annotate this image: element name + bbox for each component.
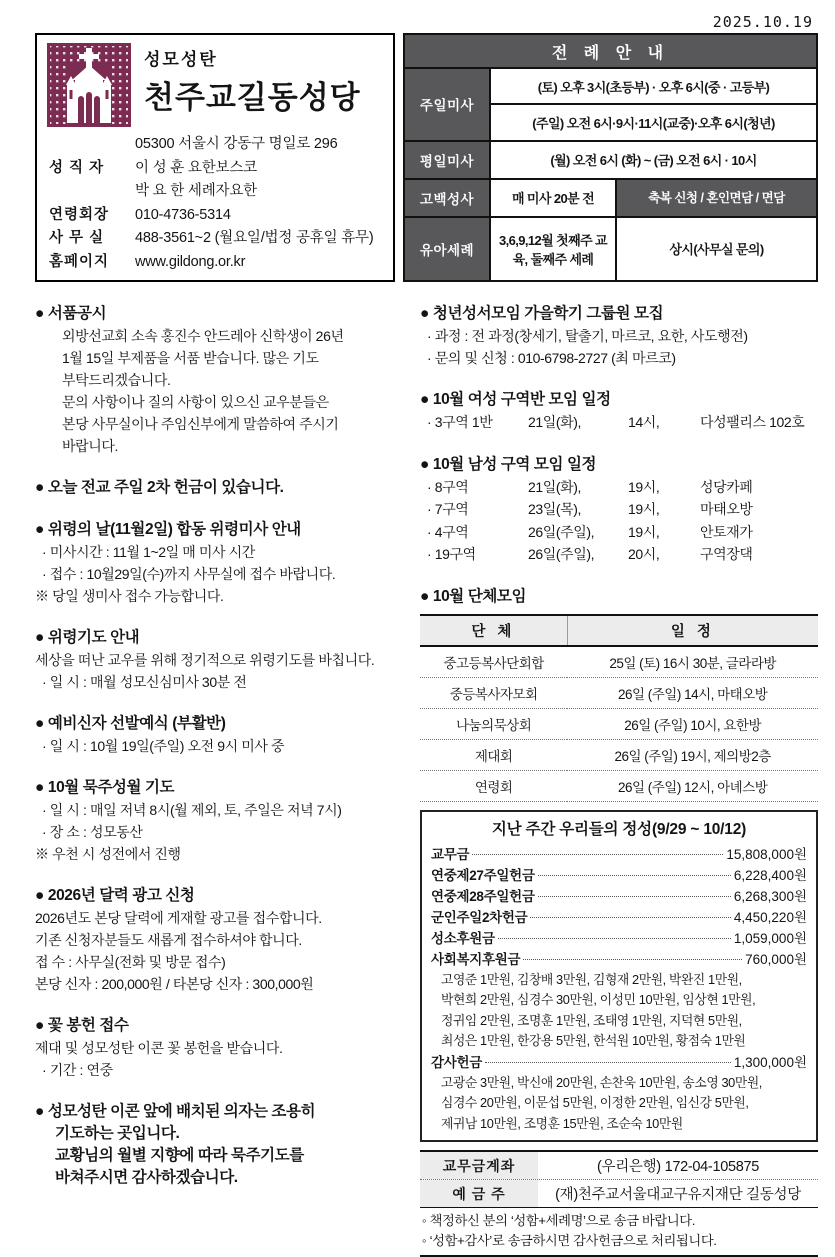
contact-value: www.gildong.or.kr [135, 253, 246, 270]
donation-amount: 1,300,000원 [733, 1054, 807, 1070]
donation-label: 사회복지후원금 [431, 951, 521, 967]
announcement-line: 바쳐주시면 감사하겠습니다. [55, 1169, 238, 1186]
announcement-line: · 일 시 : 매일 저녁 8시(월 제외, 토, 주일은 저녁 7시) [42, 802, 342, 818]
right-column [420, 303, 818, 1257]
header [0, 33, 835, 282]
men-meeting-title: ● 10월 남성 구역 모임 일정 [420, 455, 597, 473]
group-table-row [420, 739, 818, 770]
dotted-leader [498, 938, 731, 939]
donation-line [431, 1011, 807, 1032]
contact-value: 박 요 한 세례자요한 [135, 183, 257, 199]
weekday-mass-value: (월) 오전 6시 (화) ~ (금) 오전 6시 · 10시 [490, 141, 817, 179]
contact-value: 이 성 훈 요한보스코 [135, 159, 257, 176]
district-name: · 8구역 [427, 478, 469, 495]
donation-amount: 760,000원 [745, 951, 807, 967]
donation-amount: 6,228,400원 [733, 867, 807, 883]
group-schedule: 26일 (주일) 10시, 요한방 [567, 708, 818, 739]
church-subtitle: 성모성탄 [144, 50, 218, 69]
confession-label: 고백성사 [404, 179, 490, 217]
group-table-row [420, 646, 818, 678]
donation-label: 감사헌금 [431, 1054, 482, 1070]
group-name: 중고등복사단회합 [420, 646, 567, 678]
announcement-line: 1월 15일 부제품을 서품 받습니다. 많은 기도 [62, 350, 319, 366]
donor-names: 심경수 20만원, 이문섭 5만원, 이정한 2만원, 임신강 5만원, [441, 1095, 749, 1110]
announcement-line: · 기간 : 연중 [42, 1062, 113, 1078]
announcement-line: ● 예비신자 선발예식 (부활반) [35, 715, 226, 732]
note-line: ◦ 책정하신 분의 ‘성함+세례명’으로 송금 바랍니다. [422, 1213, 696, 1228]
account-number: (우리은행) 172-04-105875 [596, 1159, 760, 1175]
announcement-line: ● 꽃 봉헌 접수 [35, 1017, 129, 1034]
group-schedule: 26일 (주일) 19시, 제의방2층 [567, 739, 818, 770]
contact-label: 사 무 실 [49, 230, 105, 246]
meeting-place: 다성팰리스 102호 [700, 414, 805, 430]
donation-label: 교무금 [431, 846, 470, 862]
donation-line [431, 844, 807, 865]
group-col-header: 단 체 [420, 615, 567, 646]
women-meeting-rows [420, 411, 818, 434]
group-table-row [420, 770, 818, 801]
donation-line [431, 990, 807, 1011]
donation-amount: 1,059,000원 [733, 930, 807, 946]
contact-label: 홈페이지 [49, 253, 110, 270]
account-row [420, 1179, 818, 1207]
announcement-line: 본당 사무실이나 주임신부에게 말씀하여 주시기 [62, 416, 339, 432]
donor-names: 최성은 1만원, 한강용 5만원, 한석원 10만원, 황점숙 1만원 [441, 1033, 746, 1048]
announcement-line: 바랍니다. [62, 438, 118, 454]
donation-line [431, 1073, 807, 1094]
announcement-line: · 장 소 : 성모동산 [42, 824, 143, 840]
district-name: · 7구역 [427, 501, 469, 517]
group-name: 중등복사자모회 [420, 677, 567, 708]
sunday-mass-sun: (주일) 오전 6시·9시·11시(교중)·오후 6시(청년) [490, 104, 817, 140]
church-contact-row [47, 251, 383, 275]
meeting-time: 14시, [628, 414, 660, 430]
announcement-line: · 미사시간 : 11월 1~2일 매 미사 시간 [42, 544, 255, 560]
content-columns [0, 303, 835, 1257]
donation-line [431, 1093, 807, 1114]
church-contact-row [47, 227, 383, 251]
donation-label: 군인주일2차헌금 [431, 909, 528, 925]
district-name: · 4구역 [427, 523, 469, 540]
donor-names: 고영준 1만원, 김창배 3만원, 김형재 2만원, 박완진 1만원, [441, 971, 742, 987]
meeting-row [420, 411, 818, 434]
confession-value: 매 미사 20분 전 [490, 179, 616, 217]
announcement-line: ※ 우천 시 성전에서 진행 [35, 846, 181, 862]
account-holder-value: (재)천주교서울대교구유지재단 길동성당 [555, 1187, 801, 1203]
dotted-leader [538, 875, 731, 876]
meeting-date: 21일(화), [528, 414, 582, 430]
contact-value: 488-3561~2 (월요일/법정 공휴일 휴무) [135, 230, 374, 246]
announcement-line: · 일 시 : 10월 19일(주일) 오전 9시 미사 중 [42, 738, 285, 754]
contact-label [47, 133, 135, 157]
church-contact-row [47, 157, 383, 181]
donation-title: 지난 주간 우리들의 정성(9/29 ~ 10/12) [491, 820, 747, 838]
contact-label: 성 직 자 [49, 159, 105, 176]
contact-value: 010-4736-5314 [135, 206, 231, 223]
announcement-line: ● 2026년 달력 광고 신청 [35, 887, 195, 904]
account-label: 교무금계좌 [420, 1152, 538, 1179]
sunday-mass-label: 주일미사 [404, 68, 490, 141]
group-table-row [420, 708, 818, 739]
youth-bible-section [420, 303, 818, 369]
announcement-line: ● 오늘 전교 주일 2차 헌금이 있습니다. [35, 479, 284, 496]
announcement-line: 기존 신청자분들도 새롭게 접수하셔야 합니다. [35, 932, 302, 948]
issue-date: 2025.10.19 [712, 13, 813, 31]
announcement-line: 2026년도 본당 달력에 게재할 광고를 접수합니다. [35, 910, 322, 926]
announcement-line: 접 수 : 사무실(전화 및 방문 접수) [35, 954, 226, 970]
group-name: 나눔의묵상회 [420, 708, 567, 739]
announcement-line: 교황님의 월별 지향에 따라 묵주기도를 [55, 1147, 304, 1164]
donation-amount: 6,268,300원 [733, 888, 807, 904]
donor-names: 박현희 2만원, 심경수 30만원, 이성민 10만원, 임상현 1만원, [441, 992, 756, 1007]
meeting-date: 26일(주일), [528, 523, 595, 540]
meeting-place: 성당카페 [700, 478, 753, 495]
meeting-place: 구역장댁 [700, 546, 753, 562]
meeting-row [420, 498, 818, 521]
announcement-line: ● 서품공시 [35, 305, 107, 322]
donation-label: 연중제27주일헌금 [431, 867, 535, 883]
donation-line [431, 886, 807, 907]
meeting-place: 마태오방 [700, 501, 753, 517]
announcement-line: 세상을 떠난 교우를 위해 정기적으로 위령기도를 바칩니다. [35, 652, 375, 668]
donation-line [431, 865, 807, 886]
donor-names: 고광순 3만원, 박신애 20만원, 손찬욱 10만원, 송소영 30만원, [441, 1074, 762, 1090]
announcement-line: 문의 사항이나 질의 사항이 있으신 교우분들은 [62, 394, 329, 410]
church-identity [47, 43, 383, 127]
donation-line [431, 970, 807, 991]
church-contact-row [47, 180, 383, 204]
donation-lines [431, 844, 807, 1135]
left-column [35, 303, 408, 1257]
district-name: · 19구역 [427, 546, 476, 562]
dotted-leader [472, 854, 723, 855]
liturgy-table [403, 33, 818, 282]
account-row [420, 1152, 818, 1179]
group-table-row [420, 677, 818, 708]
donation-line [431, 1052, 807, 1073]
schedule-col-header: 일 정 [567, 615, 818, 646]
announcement-line: · 과정 : 전 과정(창세기, 탈출기, 마르코, 요한, 사도행전) [427, 328, 748, 344]
group-schedule: 25일 (토) 16시 30분, 글라라방 [567, 646, 818, 678]
donation-line [431, 928, 807, 949]
dotted-leader [523, 959, 742, 960]
announcement-line: · 문의 및 신청 : 010-6798-2727 (최 마르코) [427, 350, 676, 366]
liturgy-title: 전 례 안 내 [404, 34, 817, 68]
donation-line [431, 949, 807, 970]
note-line: ◦ ‘성함+감사’로 송금하시면 감사헌금으로 처리됩니다. [422, 1232, 717, 1248]
meeting-date: 26일(주일), [528, 546, 595, 562]
dotted-leader [538, 896, 731, 897]
church-logo-icon [47, 43, 131, 127]
contact-label: 연령회장 [49, 206, 110, 223]
contact-label [47, 180, 135, 204]
women-meeting-title: ● 10월 여성 구역반 모임 일정 [420, 391, 611, 408]
church-contact-row [47, 204, 383, 228]
group-schedule: 26일 (주일) 12시, 아녜스방 [567, 770, 818, 801]
contact-value: 05300 서울시 강동구 명일로 296 [135, 136, 338, 152]
announcement-line: ● 위령기도 안내 [35, 629, 140, 646]
group-meeting-title: ● 10월 단체모임 [420, 587, 527, 605]
transfer-notes [420, 1208, 818, 1257]
dotted-leader [530, 917, 730, 918]
meeting-date: 21일(화), [528, 478, 582, 495]
meeting-date: 23일(목), [528, 501, 582, 517]
church-info-box [35, 33, 395, 282]
infant-baptism-note: 상시(사무실 문의) [616, 217, 817, 281]
donor-names: 정귀임 2만원, 조명훈 1만원, 조태영 1만원, 지덕현 5만원, [441, 1012, 742, 1028]
announcement-line: ※ 당일 생미사 접수 가능합니다. [35, 588, 224, 604]
announcement-line: ● 위령의 날(11월2일) 합동 위령미사 안내 [35, 521, 301, 538]
sunday-mass-sat: (토) 오후 3시(초등부) · 오후 6시(중 · 고등부) [490, 68, 817, 104]
meeting-time: 20시, [628, 546, 660, 562]
group-schedule: 26일 (주일) 14시, 마태오방 [567, 677, 818, 708]
church-contact-row [47, 133, 383, 157]
meeting-row [420, 521, 818, 544]
meeting-time: 19시, [628, 523, 660, 540]
group-name: 제대회 [420, 739, 567, 770]
donation-box [420, 810, 818, 1143]
meeting-time: 19시, [628, 501, 660, 517]
men-meeting-rows [420, 476, 818, 566]
account-holder-label: 예 금 주 [420, 1180, 538, 1207]
donation-label: 연중제28주일헌금 [431, 888, 535, 904]
donation-amount: 4,450,220원 [733, 909, 807, 925]
district-name: · 3구역 1반 [427, 414, 493, 430]
church-titles [144, 43, 361, 117]
announcement-line: 기도하는 곳입니다. [55, 1125, 180, 1142]
group-meeting-table [420, 614, 818, 802]
blessing-value: 축복 신청 / 혼인면담 / 면담 [616, 179, 817, 217]
church-name: 천주교길동성당 [144, 80, 361, 115]
announcement-line: · 일 시 : 매월 성모신심미사 30분 전 [42, 674, 247, 690]
infant-baptism-label: 유아세례 [404, 217, 490, 281]
dotted-leader [485, 1062, 731, 1063]
announcement-line: ● 성모성탄 이콘 앞에 배치된 의자는 조용히 [35, 1103, 316, 1120]
donation-line [431, 907, 807, 928]
meeting-row [420, 476, 818, 499]
account-table [420, 1150, 818, 1208]
meeting-place: 안토재가 [700, 523, 753, 540]
donation-line [431, 1031, 807, 1052]
weekday-mass-label: 평일미사 [404, 141, 490, 179]
announcement-line: · 접수 : 10월29일(수)까지 사무실에 접수 바랍니다. [42, 566, 336, 582]
announcement-line: ● 10월 묵주성월 기도 [35, 779, 175, 796]
group-name: 연령회 [420, 770, 567, 801]
donor-names: 제귀남 10만원, 조명훈 15만원, 조순숙 10만원 [441, 1115, 683, 1131]
donation-line [431, 1114, 807, 1135]
meeting-time: 19시, [628, 478, 660, 495]
announcement-line: 본당 신자 : 200,000원 / 타본당 신자 : 300,000원 [35, 976, 314, 992]
announcement-line: 부탁드리겠습니다. [62, 372, 171, 388]
donation-amount: 15,808,000원 [726, 846, 807, 862]
announcement-line: ● 청년성서모임 가을학기 그룹원 모집 [420, 305, 664, 322]
infant-baptism-value: 3,6,9,12월 첫째주 교육, 둘째주 세례 [490, 217, 616, 281]
donation-label: 성소후원금 [431, 930, 495, 946]
meeting-row [420, 543, 818, 566]
announcement-line: 외방선교회 소속 홍진수 안드레아 신학생이 26년 [62, 328, 344, 344]
church-contact-list [47, 133, 383, 274]
announcement-line: 제대 및 성모성탄 이콘 꽃 봉헌을 받습니다. [35, 1040, 283, 1056]
